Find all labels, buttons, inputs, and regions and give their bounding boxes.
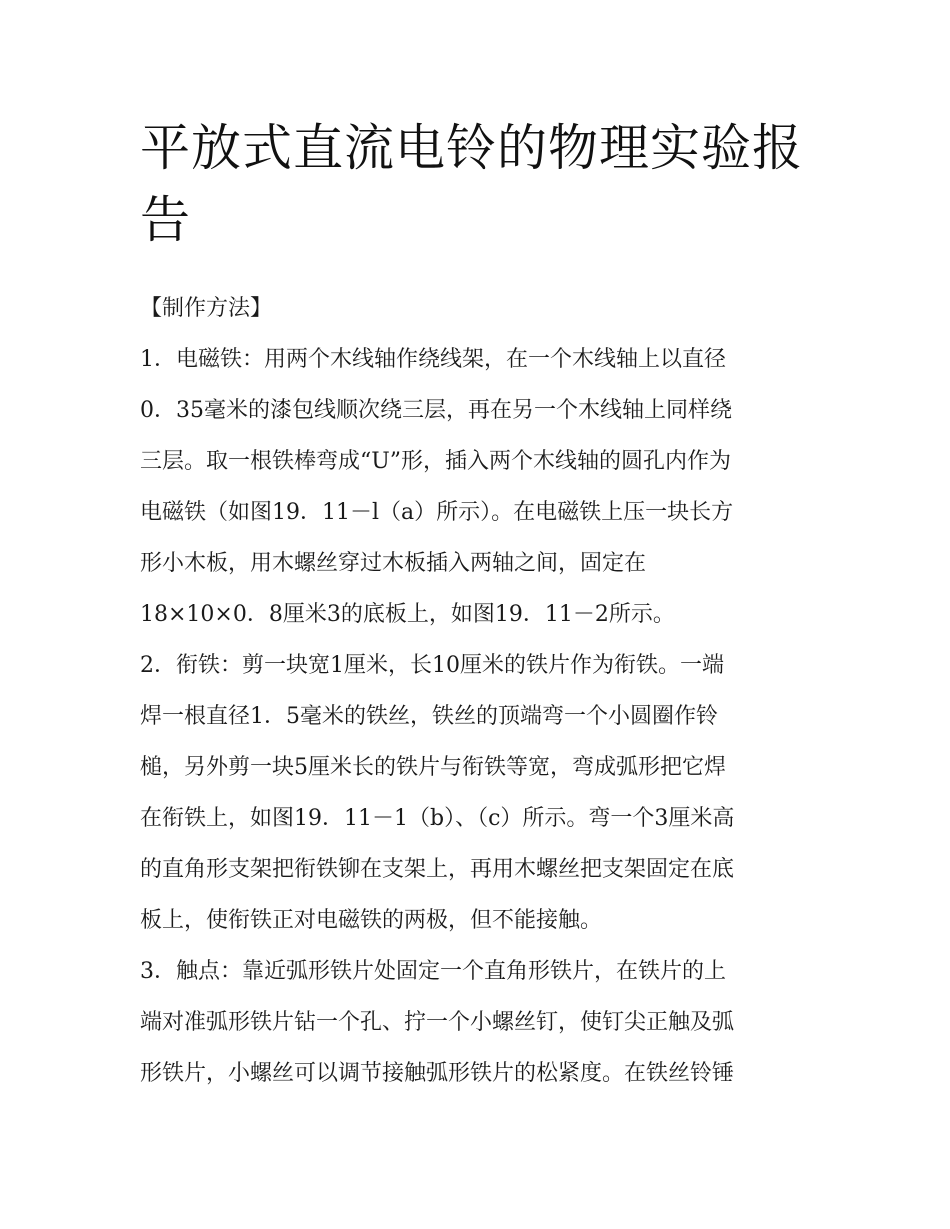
text-line: 0．35毫米的漆包线顺次绕三层，再在另一个木线轴上同样绕 <box>140 398 732 423</box>
text-line: 的直角形支架把衔铁铆在支架上，再用木螺丝把支架固定在底 <box>140 857 735 882</box>
document-title <box>140 112 816 256</box>
text-line: 焊一根直径1．5毫米的铁丝，铁丝的顶端弯一个小圆圈作铃 <box>140 704 718 729</box>
section-heading: 【制作方法】 <box>140 296 273 321</box>
text-line: 形小木板，用木螺丝穿过木板插入两轴之间，固定在 <box>140 551 647 576</box>
text-line: 在衔铁上，如图19．11－1（b）、（c）所示。弯一个3厘米高 <box>140 806 735 831</box>
paragraph-armature <box>140 640 816 946</box>
text-line: 3．触点：靠近弧形铁片处固定一个直角形铁片，在铁片的上 <box>140 959 726 984</box>
text-line: 端对准弧形铁片钻一个孔、拧一个小螺丝钉，使钉尖正触及弧 <box>140 1010 735 1035</box>
paragraph-electromagnet <box>140 334 816 640</box>
title-line-1: 平放式直流电铃的物理实验报 <box>140 119 803 177</box>
text-line: 电磁铁（如图19．11－l（a）所示）。在电磁铁上压一块长方 <box>140 500 734 525</box>
text-line: 形铁片，小螺丝可以调节接触弧形铁片的松紧度。在铁丝铃锤 <box>140 1061 735 1086</box>
text-line: 槌，另外剪一块5厘米长的铁片与衔铁等宽，弯成弧形把它焊 <box>140 755 726 780</box>
text-line: 1．电磁铁：用两个木线轴作绕线架，在一个木线轴上以直径 <box>140 347 726 372</box>
text-line: 三层。取一根铁棒弯成“U”形，插入两个木线轴的圆孔内作为 <box>140 449 732 474</box>
document-page <box>140 112 816 1099</box>
title-line-2: 告 <box>140 191 191 249</box>
text-line: 18×10×0．8厘米3的底板上，如图19．11－2所示。 <box>140 602 675 627</box>
text-line: 2．衔铁：剪一块宽1厘米，长10厘米的铁片作为衔铁。一端 <box>140 653 724 678</box>
text-line: 板上，使衔铁正对电磁铁的两极，但不能接触。 <box>140 908 603 933</box>
paragraph-contact <box>140 946 816 1099</box>
